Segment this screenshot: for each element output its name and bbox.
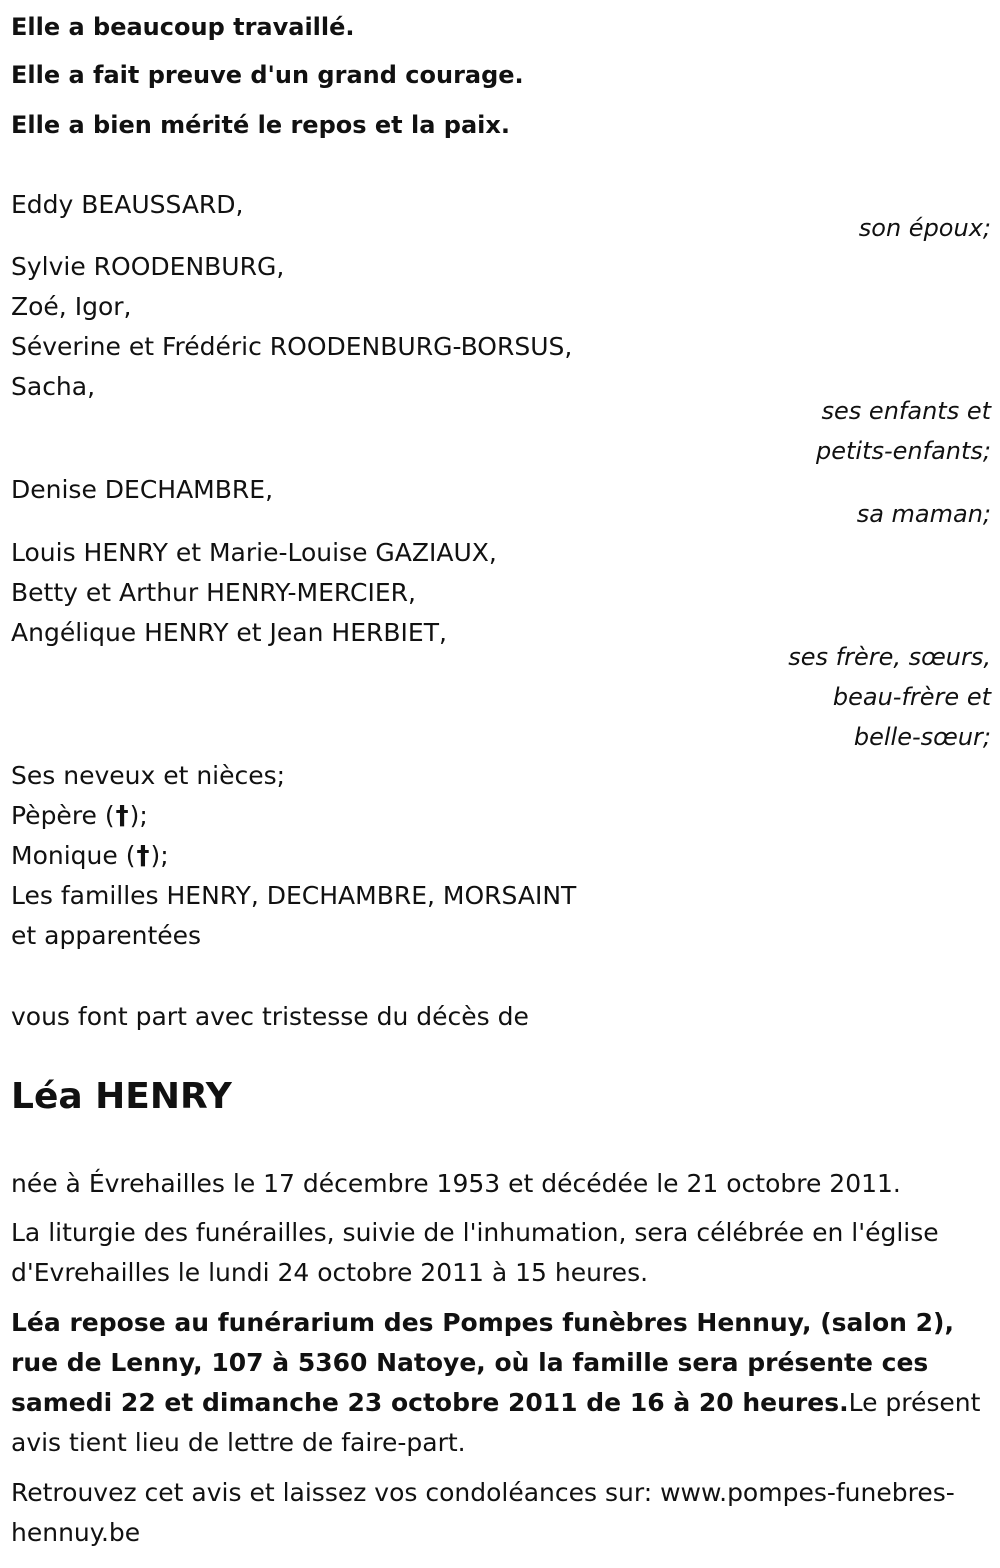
announcement-line: vous font part avec tristesse du décès de [11,1002,529,1031]
intro-line-3: Elle a bien mérité le repos et la paix. [11,111,510,139]
cross-icon: † [136,841,150,871]
monique-line [11,836,169,876]
deceased-name: Léa HENRY [11,1076,232,1117]
families-line-1: Les familles HENRY, DECHAMBRE, MORSAINT [11,881,577,910]
liturgy-paragraph: La liturgie des funérailles, suivie de l'inhumation, sera célébrée en l'église d'Evrehailles le lundi 24 octobre 2011 à 15 heures. [11,1218,939,1287]
siblings-relation-1: ses frère, sœurs, [788,643,991,671]
spouse-name: Eddy BEAUSSARD, [11,190,244,219]
sibling-line-1: Louis HENRY et Marie-Louise GAZIAUX, [11,538,497,567]
funeral-home-bold: Léa repose au funérarium des Pompes funèbres Hennuy, (salon 2), rue de Lenny, 107 à 5360 Natoye, où la famille sera présente ces samedi 22 et dimanche 23 octobre 2011 de 16 à 20 heures. [11,1308,954,1417]
nephews-line: Ses neveux et nièces; [11,761,286,790]
child-line-4: Sacha, [11,372,96,401]
intro-line-2: Elle a fait preuve d'un grand courage. [11,61,524,89]
mother-relation: sa maman; [856,500,991,528]
funeral-home-paragraph [11,1303,991,1463]
sibling-line-2: Betty et Arthur HENRY-MERCIER, [11,578,416,607]
families-line-2: et apparentées [11,921,202,950]
funeral-home-plain: Le présent avis tient lieu de lettre de faire-part. [11,1388,981,1457]
children-relation-1: ses enfants et [821,397,991,425]
siblings-relation-2: beau-frère et [832,683,991,711]
sibling-line-3: Angélique HENRY et Jean HERBIET, [11,618,447,647]
website-paragraph: Retrouvez cet avis et laissez vos condoléances sur: www.pompes-funebres-hennuy.be [11,1478,955,1547]
child-line-2: Zoé, Igor, [11,292,132,321]
siblings-relation-3: belle-sœur; [853,723,991,751]
children-relation-2: petits-enfants; [816,437,991,465]
monique-end: ); [150,841,169,870]
child-line-1: Sylvie ROODENBURG, [11,252,285,281]
child-line-3: Séverine et Frédéric ROODENBURG-BORSUS, [11,332,573,361]
monique-name: Monique ( [11,841,136,870]
pepere-end: ); [129,801,148,830]
pepere-line [11,796,148,836]
mother-name: Denise DECHAMBRE, [11,475,274,504]
birth-death-line: née à Évrehailles le 17 décembre 1953 et décédée le 21 octobre 2011. [11,1169,901,1198]
intro-line-1: Elle a beaucoup travaillé. [11,13,355,41]
spouse-relation: son époux; [858,214,991,242]
pepere-name: Pèpère ( [11,801,115,830]
cross-icon: † [115,801,129,831]
